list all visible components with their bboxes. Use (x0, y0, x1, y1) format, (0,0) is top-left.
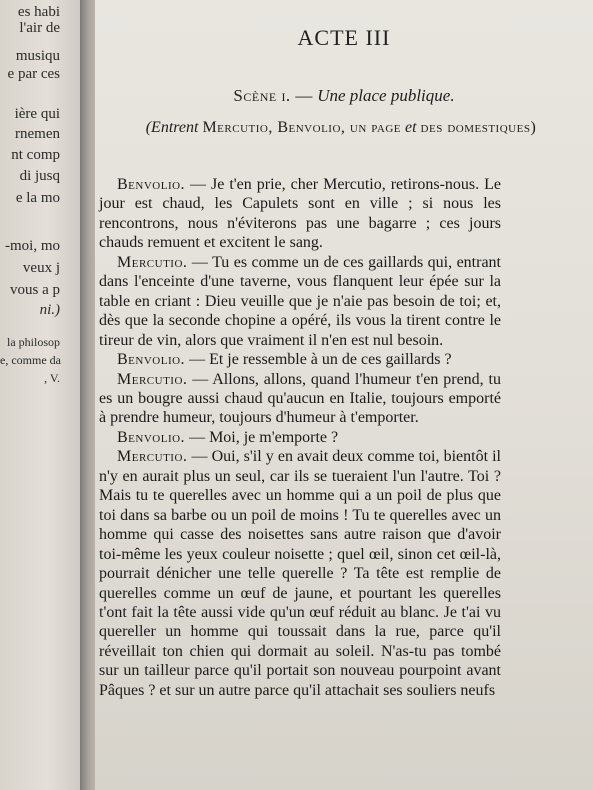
facing-page-fragment: ière qui (14, 106, 60, 122)
speaker-name: Benvolio. (117, 351, 186, 369)
speaker-name: Mercutio. (117, 448, 188, 466)
speaker-name: Mercutio. (117, 370, 188, 388)
speech (99, 370, 501, 428)
page-title: ACTE III (297, 25, 391, 50)
speech (99, 428, 501, 447)
stage-direction-names: Mercutio, Benvolio, un page (202, 119, 401, 136)
facing-page-fragment: di jusq (19, 168, 60, 184)
speech (99, 447, 501, 700)
speech (99, 350, 501, 369)
dialogue (99, 175, 501, 700)
facing-page-fragment: ni.) (39, 302, 60, 318)
stage-direction-open: (Entrent (145, 119, 199, 136)
scene-heading (95, 86, 593, 106)
facing-page-fragment: vous a p (10, 282, 60, 298)
facing-page-fragment: la philosop (7, 335, 60, 349)
speech-text: — Tu es comme un de ces gaillards qui, entrant dans l'enceinte d'une taverne, vous flanquent leur épée sur la table en criant : Dieu veuille que je n'aie pas besoin de toi; et, dès que la seconde chopine a opéré, ils vous la tirent contre le tireur de vin, alors que vraiment il n'en est nul besoin. (99, 253, 501, 349)
speech-text: — Moi, je m'emporte ? (189, 428, 339, 446)
speech-text: — Et je ressemble à un de ces gaillards ? (189, 351, 452, 369)
speech-text: — Allons, allons, quand l'humeur t'en prend, tu es un bougre aussi chaud qu'aucun en Italie, toujours emporté à prendre humeur, toujours d'humeur à t'emporter. (99, 370, 501, 427)
speech (99, 253, 501, 350)
facing-page-edge (0, 0, 80, 790)
facing-page-fragment: l'air de (19, 20, 60, 36)
speech-text: — Oui, s'il y en avait deux comme toi, bientôt il n'y en aurait plus un seul, car ils se tueraient l'un l'autre. Toi ? Mais tu te querelles avec un homme qui a un poil de plus que toi dans sa barbe ou un poil de moins ! Tu te querelles avec un homme qui casse des noisettes sans autre raison que d'avoir toi-même les yeux couleur noisette ; quel œil, sinon cet œil-là, pourrait dénicher une telle querelle ? Ta tête est remplie de querelles comme un œuf de jaune, et pourtant les querelles t'ont fait la tête aussi vide qu'un œuf réduit au blanc. Je t'ai vu quereller un homme qui toussait dans la rue, parce qu'il réveillait ton chien qui dormait au soleil. N'as-tu pas tombé sur un tailleur parce qu'il portait son nouveau pourpoint avant Pâques ? et sur un autre parce qu'il attachait ses souliers neufs (99, 448, 502, 699)
book-page (95, 0, 593, 790)
speaker-name: Benvolio. (117, 428, 186, 446)
scene-place: Une place publique. (317, 86, 455, 105)
facing-page-fragment: e, comme da (0, 353, 61, 367)
facing-page-fragment: es habi (17, 4, 60, 20)
facing-page-fragment: rnemen (15, 126, 60, 142)
stage-direction-rest: des domestiques) (420, 119, 537, 136)
speaker-name: Benvolio. (117, 176, 186, 193)
facing-page-fragment: musiqu (15, 48, 60, 64)
facing-page-fragment: , V. (44, 371, 60, 385)
stage-direction-et: et (405, 119, 417, 136)
speech (99, 175, 501, 253)
facing-page-fragment: veux j (22, 260, 60, 276)
facing-page-fragment: e la mo (15, 190, 60, 206)
scene-label: Scène i. — (233, 86, 313, 105)
facing-page-fragment: e par ces (7, 66, 60, 82)
stage-direction (123, 118, 559, 138)
facing-page-fragment: nt comp (11, 147, 60, 163)
speech-text: — Je t'en prie, cher Mercutio, retirons-nous. Le jour est chaud, les Capulets sont en ville ; si nous les rencontrons, nous n'éviterons pas une bagarre ; ces jours chauds remuent et excitent le sang. (99, 176, 501, 252)
facing-page-fragment: -moi, mo (5, 238, 60, 254)
speaker-name: Mercutio. (117, 253, 188, 271)
